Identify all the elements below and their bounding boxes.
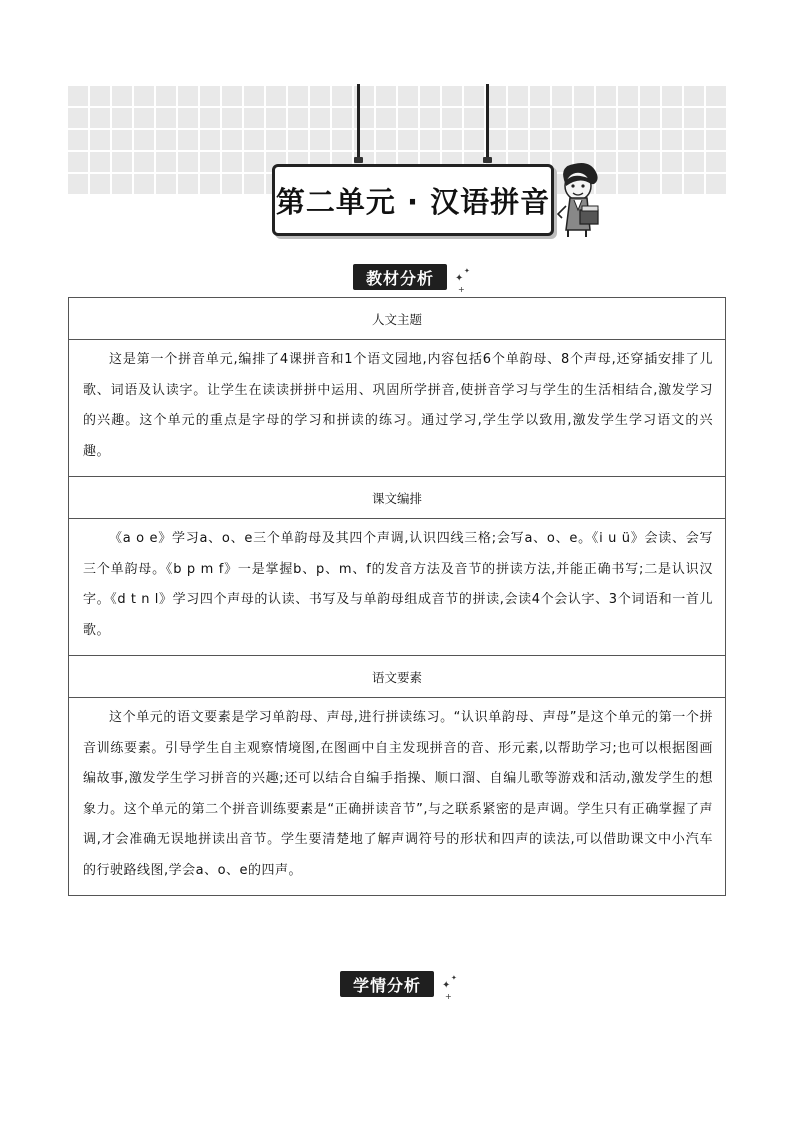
table-row-heading: 课文编排 <box>69 477 725 519</box>
sparkle-icon: ✦ <box>442 980 451 991</box>
table-row-heading: 语文要素 <box>69 656 725 698</box>
table-row-body: 这个单元的语文要素是学习单韵母、声母,进行拼读练习。“认识单韵母、声母”是这个单元的第一个拼音训练要素。引导学生自主观察情境图,在图画中自主发现拼音的音、形元素,以帮助学习;也可以根据图画编故事,激发学生学习拼音的兴趣;还可以结合自编手指操、顺口溜、自编儿歌等游戏和活动,激发学生的想象力。这个单元的第二个拼音训练要素是“正确拼读音节”,与之联系紧密的是声调。学生只有正确掌握了声调,才会准确无误地拼读出音节。学生要清楚地了解声调符号的形状和四声的读法,可以借助课文中小汽车的行驶路线图,学会a、o、e的四声。 <box>83 710 713 878</box>
unit-title: 第二单元 · 汉语拼音 <box>275 184 551 219</box>
hanging-clip-left <box>354 157 363 163</box>
teacher-holding-books-icon <box>550 160 608 238</box>
sparkle-icon: ✦ <box>464 267 470 275</box>
hanging-string-left <box>357 84 360 158</box>
unit-title-sign <box>272 164 554 236</box>
hanging-clip-right <box>483 157 492 163</box>
hanging-string-right <box>486 84 489 158</box>
textbook-analysis-table <box>68 297 726 896</box>
section-label-textbook-analysis: 教材分析 <box>365 268 434 288</box>
sparkle-icon: ✦ <box>455 273 464 284</box>
sparkle-icon: + <box>445 992 452 1001</box>
sparkle-icon: + <box>458 285 465 294</box>
section-label-learner-analysis: 学情分析 <box>352 975 421 995</box>
section-badge-learner-analysis <box>340 971 434 997</box>
table-row-body: 《a o e》学习a、o、e三个单韵母及其四个声调,认识四线三格;会写a、o、e。《i u ü》会读、会写三个单韵母。《b p m f》一是掌握b、p、m、f的发音方法及音节的拼读方法,并能正确书写;二是认识汉字。《d t n l》学习四个声母的认读、书写及与单韵母组成音节的拼读,会读4个会认字、3个词语和一首儿歌。 <box>69 519 725 656</box>
table-row-body: 这是第一个拼音单元,编排了4课拼音和1个语文园地,内容包括6个单韵母、8个声母,还穿插安排了儿歌、词语及认读字。让学生在读读拼拼中运用、巩固所学拼音,使拼音学习与学生的生活相结合,激发学习的兴趣。这个单元的重点是字母的学习和拼读的练习。通过学习,学生学以致用,激发学生学习语文的兴趣。 <box>69 340 725 477</box>
table-row-heading: 人文主题 <box>69 298 725 340</box>
section-badge-textbook-analysis <box>353 264 447 290</box>
sparkle-icon: ✦ <box>451 974 457 982</box>
